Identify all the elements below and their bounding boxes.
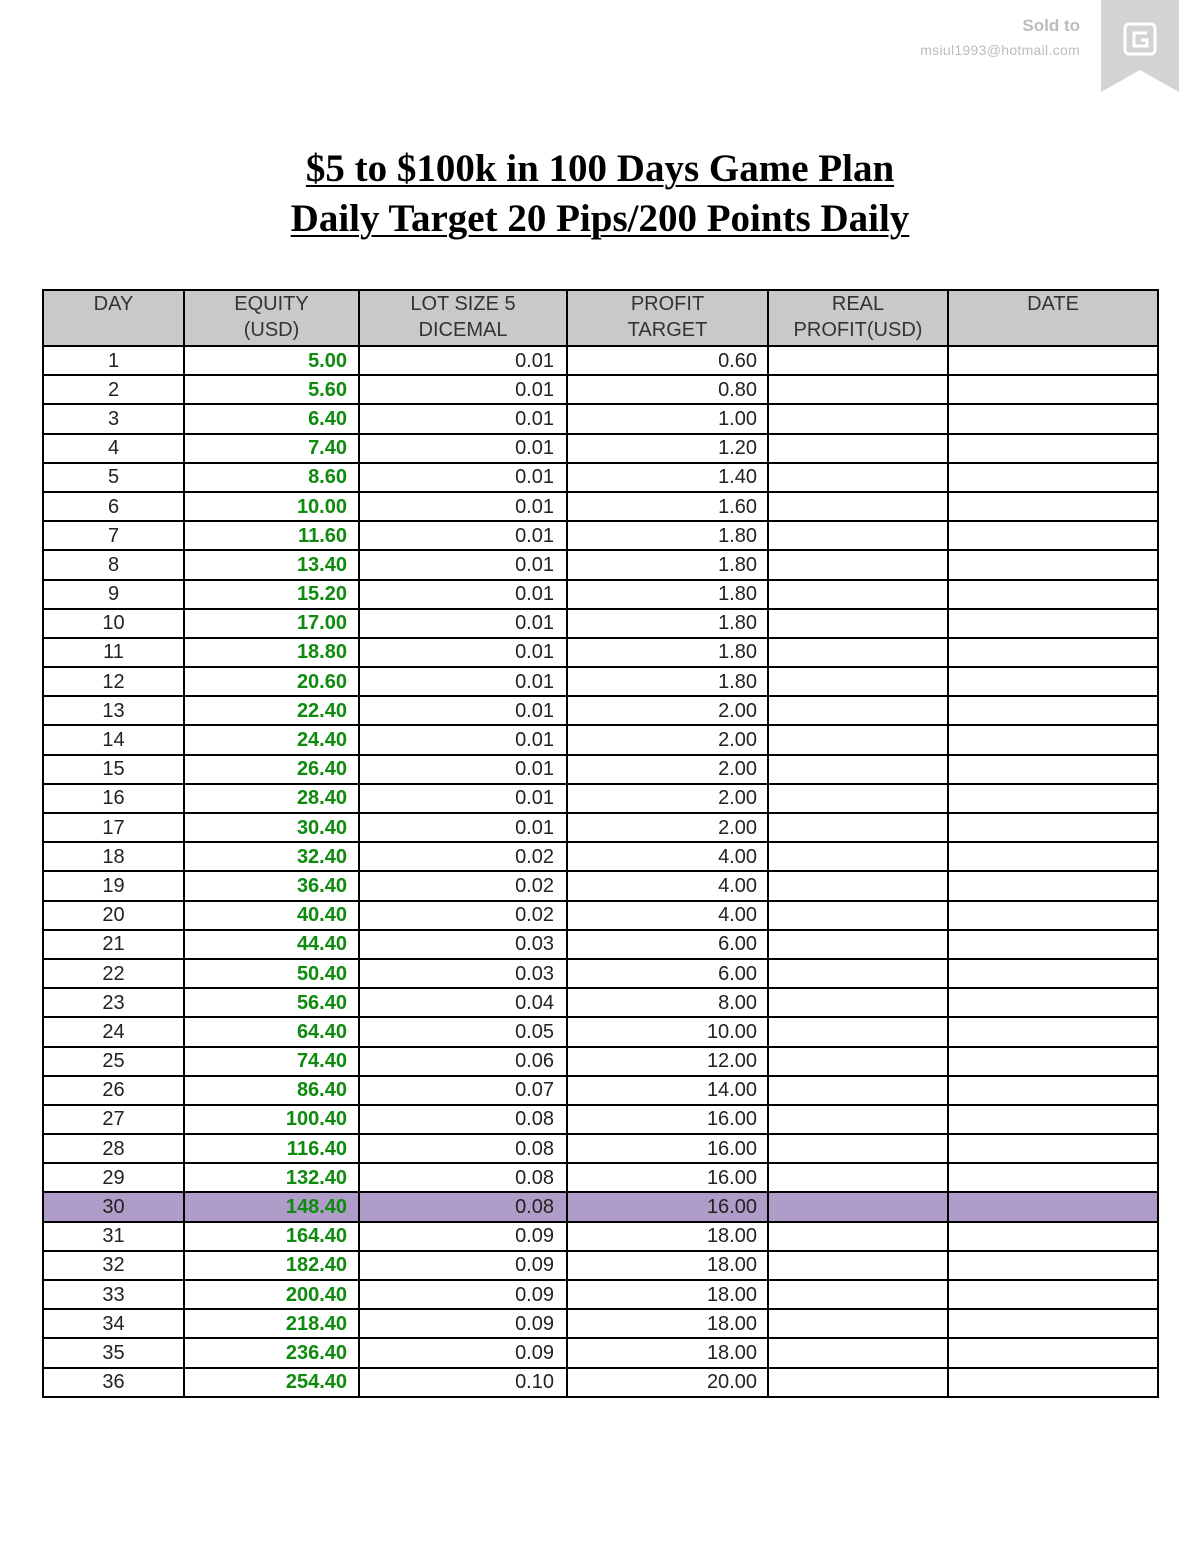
date-cell[interactable] xyxy=(948,725,1158,754)
profit-target-cell: 16.00 xyxy=(567,1105,768,1134)
equity-cell: 36.40 xyxy=(184,871,359,900)
profit-target-cell: 18.00 xyxy=(567,1338,768,1367)
table-row xyxy=(43,404,1158,433)
date-cell[interactable] xyxy=(948,959,1158,988)
table-body xyxy=(43,346,1158,1397)
day-cell: 19 xyxy=(43,871,184,900)
real-profit-cell[interactable] xyxy=(768,784,948,813)
header-lot-size xyxy=(359,290,567,346)
table-row xyxy=(43,1338,1158,1367)
date-cell[interactable] xyxy=(948,1309,1158,1338)
lot-size-cell: 0.02 xyxy=(359,842,567,871)
day-cell: 6 xyxy=(43,492,184,521)
profit-target-cell: 1.40 xyxy=(567,463,768,492)
table-row xyxy=(43,1368,1158,1397)
equity-cell: 5.60 xyxy=(184,375,359,404)
table-row xyxy=(43,434,1158,463)
game-plan-table xyxy=(42,289,1159,1398)
date-cell[interactable] xyxy=(948,1017,1158,1046)
day-cell: 10 xyxy=(43,609,184,638)
header-profit-line1: PROFIT xyxy=(630,293,705,315)
real-profit-cell[interactable] xyxy=(768,346,948,375)
real-profit-cell[interactable] xyxy=(768,813,948,842)
date-cell[interactable] xyxy=(948,463,1158,492)
table-row xyxy=(43,1105,1158,1134)
date-cell[interactable] xyxy=(948,784,1158,813)
equity-cell: 116.40 xyxy=(184,1134,359,1163)
lot-size-cell: 0.01 xyxy=(359,434,567,463)
table-row xyxy=(43,813,1158,842)
real-profit-cell[interactable] xyxy=(768,404,948,433)
equity-cell: 30.40 xyxy=(184,813,359,842)
date-cell[interactable] xyxy=(948,638,1158,667)
profit-target-cell: 6.00 xyxy=(567,959,768,988)
header-equity-line2: (USD) xyxy=(243,319,300,341)
date-cell[interactable] xyxy=(948,375,1158,404)
day-cell: 14 xyxy=(43,725,184,754)
real-profit-cell[interactable] xyxy=(768,434,948,463)
title-line-2: Daily Target 20 Pips/200 Points Daily xyxy=(290,197,910,240)
day-cell: 7 xyxy=(43,521,184,550)
real-profit-cell[interactable] xyxy=(768,1338,948,1367)
g-logo-icon[interactable] xyxy=(1101,0,1179,92)
table-row xyxy=(43,492,1158,521)
table-row xyxy=(43,842,1158,871)
real-profit-cell[interactable] xyxy=(768,609,948,638)
equity-cell: 11.60 xyxy=(184,521,359,550)
equity-cell: 28.40 xyxy=(184,784,359,813)
equity-cell: 100.40 xyxy=(184,1105,359,1134)
day-cell: 22 xyxy=(43,959,184,988)
table-row xyxy=(43,1047,1158,1076)
table-row xyxy=(43,580,1158,609)
day-cell: 24 xyxy=(43,1017,184,1046)
lot-size-cell: 0.02 xyxy=(359,871,567,900)
lot-size-cell: 0.01 xyxy=(359,813,567,842)
real-profit-cell[interactable] xyxy=(768,871,948,900)
equity-cell: 32.40 xyxy=(184,842,359,871)
header-date-line1: DATE xyxy=(1027,293,1079,315)
lot-size-cell: 0.09 xyxy=(359,1338,567,1367)
date-cell[interactable] xyxy=(948,988,1158,1017)
lot-size-cell: 0.09 xyxy=(359,1280,567,1309)
real-profit-cell[interactable] xyxy=(768,1368,948,1397)
real-profit-cell[interactable] xyxy=(768,638,948,667)
date-cell[interactable] xyxy=(948,1076,1158,1105)
header-lot-line2: DICEMAL xyxy=(418,319,508,341)
lot-size-cell: 0.01 xyxy=(359,580,567,609)
lot-size-cell: 0.08 xyxy=(359,1134,567,1163)
lot-size-cell: 0.09 xyxy=(359,1222,567,1251)
lot-size-cell: 0.01 xyxy=(359,784,567,813)
profit-target-cell: 16.00 xyxy=(567,1192,768,1221)
equity-cell: 236.40 xyxy=(184,1338,359,1367)
equity-cell: 6.40 xyxy=(184,404,359,433)
header-profit-line2: TARGET xyxy=(627,319,708,341)
real-profit-cell[interactable] xyxy=(768,375,948,404)
header-equity-line1: EQUITY xyxy=(234,293,309,315)
profit-target-cell: 16.00 xyxy=(567,1134,768,1163)
table-row xyxy=(43,1192,1158,1221)
equity-cell: 218.40 xyxy=(184,1309,359,1338)
lot-size-cell: 0.09 xyxy=(359,1309,567,1338)
real-profit-cell[interactable] xyxy=(768,725,948,754)
profit-target-cell: 18.00 xyxy=(567,1309,768,1338)
lot-size-cell: 0.01 xyxy=(359,550,567,579)
date-cell[interactable] xyxy=(948,1047,1158,1076)
lot-size-cell: 0.01 xyxy=(359,696,567,725)
profit-target-cell: 1.00 xyxy=(567,404,768,433)
header-equity xyxy=(184,290,359,346)
real-profit-cell[interactable] xyxy=(768,1105,948,1134)
title-line-1: $5 to $100k in 100 Days Game Plan xyxy=(305,147,895,190)
profit-target-cell: 2.00 xyxy=(567,813,768,842)
table-row xyxy=(43,988,1158,1017)
lot-size-cell: 0.03 xyxy=(359,959,567,988)
day-cell: 9 xyxy=(43,580,184,609)
day-cell: 12 xyxy=(43,667,184,696)
lot-size-cell: 0.01 xyxy=(359,346,567,375)
page-title xyxy=(0,144,1200,244)
lot-size-cell: 0.01 xyxy=(359,609,567,638)
real-profit-cell[interactable] xyxy=(768,521,948,550)
profit-target-cell: 18.00 xyxy=(567,1251,768,1280)
profit-target-cell: 1.80 xyxy=(567,521,768,550)
real-profit-cell[interactable] xyxy=(768,1222,948,1251)
lot-size-cell: 0.07 xyxy=(359,1076,567,1105)
day-cell: 13 xyxy=(43,696,184,725)
header-day xyxy=(43,290,184,346)
profit-target-cell: 1.80 xyxy=(567,580,768,609)
real-profit-cell[interactable] xyxy=(768,959,948,988)
day-cell: 33 xyxy=(43,1280,184,1309)
table-row xyxy=(43,375,1158,404)
date-cell[interactable] xyxy=(948,404,1158,433)
equity-cell: 18.80 xyxy=(184,638,359,667)
lot-size-cell: 0.10 xyxy=(359,1368,567,1397)
table-row xyxy=(43,1222,1158,1251)
day-cell: 5 xyxy=(43,463,184,492)
sold-to-watermark xyxy=(920,14,1080,62)
profit-target-cell: 0.80 xyxy=(567,375,768,404)
lot-size-cell: 0.03 xyxy=(359,930,567,959)
equity-cell: 182.40 xyxy=(184,1251,359,1280)
table-row xyxy=(43,1076,1158,1105)
profit-target-cell: 1.80 xyxy=(567,667,768,696)
day-cell: 16 xyxy=(43,784,184,813)
real-profit-cell[interactable] xyxy=(768,1251,948,1280)
equity-cell: 15.20 xyxy=(184,580,359,609)
profit-target-cell: 1.80 xyxy=(567,550,768,579)
profit-target-cell: 1.60 xyxy=(567,492,768,521)
equity-cell: 26.40 xyxy=(184,755,359,784)
lot-size-cell: 0.08 xyxy=(359,1192,567,1221)
table-row xyxy=(43,1017,1158,1046)
equity-cell: 10.00 xyxy=(184,492,359,521)
real-profit-cell[interactable] xyxy=(768,1309,948,1338)
equity-cell: 50.40 xyxy=(184,959,359,988)
equity-cell: 148.40 xyxy=(184,1192,359,1221)
profit-target-cell: 1.80 xyxy=(567,609,768,638)
table-row xyxy=(43,463,1158,492)
date-cell[interactable] xyxy=(948,346,1158,375)
sold-to-label: Sold to xyxy=(1022,16,1080,35)
day-cell: 20 xyxy=(43,901,184,930)
profit-target-cell: 6.00 xyxy=(567,930,768,959)
header-real-profit xyxy=(768,290,948,346)
day-cell: 21 xyxy=(43,930,184,959)
real-profit-cell[interactable] xyxy=(768,901,948,930)
equity-cell: 164.40 xyxy=(184,1222,359,1251)
date-cell[interactable] xyxy=(948,871,1158,900)
day-cell: 2 xyxy=(43,375,184,404)
equity-cell: 200.40 xyxy=(184,1280,359,1309)
profit-target-cell: 0.60 xyxy=(567,346,768,375)
table-row xyxy=(43,930,1158,959)
profit-target-cell: 12.00 xyxy=(567,1047,768,1076)
profit-target-cell: 10.00 xyxy=(567,1017,768,1046)
real-profit-cell[interactable] xyxy=(768,696,948,725)
day-cell: 15 xyxy=(43,755,184,784)
table-row xyxy=(43,1309,1158,1338)
date-cell[interactable] xyxy=(948,434,1158,463)
table-row xyxy=(43,346,1158,375)
real-profit-cell[interactable] xyxy=(768,1047,948,1076)
header-date xyxy=(948,290,1158,346)
date-cell[interactable] xyxy=(948,755,1158,784)
table-row xyxy=(43,901,1158,930)
lot-size-cell: 0.09 xyxy=(359,1251,567,1280)
table-row xyxy=(43,1280,1158,1309)
equity-cell: 64.40 xyxy=(184,1017,359,1046)
date-cell[interactable] xyxy=(948,521,1158,550)
equity-cell: 254.40 xyxy=(184,1368,359,1397)
header-lot-line1: LOT SIZE 5 xyxy=(410,293,516,315)
profit-target-cell: 4.00 xyxy=(567,871,768,900)
date-cell[interactable] xyxy=(948,550,1158,579)
equity-cell: 86.40 xyxy=(184,1076,359,1105)
lot-size-cell: 0.01 xyxy=(359,638,567,667)
day-cell: 35 xyxy=(43,1338,184,1367)
table-row xyxy=(43,1251,1158,1280)
date-cell[interactable] xyxy=(948,813,1158,842)
profit-target-cell: 2.00 xyxy=(567,725,768,754)
equity-cell: 132.40 xyxy=(184,1163,359,1192)
profit-target-cell: 8.00 xyxy=(567,988,768,1017)
day-cell: 29 xyxy=(43,1163,184,1192)
day-cell: 27 xyxy=(43,1105,184,1134)
equity-cell: 13.40 xyxy=(184,550,359,579)
table-row xyxy=(43,638,1158,667)
profit-target-cell: 16.00 xyxy=(567,1163,768,1192)
table-row xyxy=(43,725,1158,754)
profit-target-cell: 2.00 xyxy=(567,696,768,725)
lot-size-cell: 0.01 xyxy=(359,404,567,433)
table-row xyxy=(43,550,1158,579)
profit-target-cell: 14.00 xyxy=(567,1076,768,1105)
day-cell: 36 xyxy=(43,1368,184,1397)
equity-cell: 7.40 xyxy=(184,434,359,463)
lot-size-cell: 0.08 xyxy=(359,1105,567,1134)
table-row xyxy=(43,1134,1158,1163)
equity-cell: 5.00 xyxy=(184,346,359,375)
table-row xyxy=(43,871,1158,900)
date-cell[interactable] xyxy=(948,492,1158,521)
lot-size-cell: 0.02 xyxy=(359,901,567,930)
buyer-email: msiul1993@hotmail.com xyxy=(920,42,1080,58)
day-cell: 23 xyxy=(43,988,184,1017)
real-profit-cell[interactable] xyxy=(768,667,948,696)
profit-target-cell: 18.00 xyxy=(567,1280,768,1309)
real-profit-cell[interactable] xyxy=(768,580,948,609)
real-profit-cell[interactable] xyxy=(768,1017,948,1046)
header-real-line1: REAL xyxy=(831,293,885,315)
real-profit-cell[interactable] xyxy=(768,1192,948,1221)
lot-size-cell: 0.06 xyxy=(359,1047,567,1076)
equity-cell: 44.40 xyxy=(184,930,359,959)
profit-target-cell: 18.00 xyxy=(567,1222,768,1251)
table-row xyxy=(43,667,1158,696)
real-profit-cell[interactable] xyxy=(768,930,948,959)
lot-size-cell: 0.01 xyxy=(359,725,567,754)
lot-size-cell: 0.01 xyxy=(359,463,567,492)
equity-cell: 17.00 xyxy=(184,609,359,638)
table-row xyxy=(43,521,1158,550)
profit-target-cell: 4.00 xyxy=(567,901,768,930)
lot-size-cell: 0.01 xyxy=(359,667,567,696)
date-cell[interactable] xyxy=(948,1280,1158,1309)
day-cell: 34 xyxy=(43,1309,184,1338)
table-row xyxy=(43,784,1158,813)
real-profit-cell[interactable] xyxy=(768,463,948,492)
day-cell: 8 xyxy=(43,550,184,579)
equity-cell: 40.40 xyxy=(184,901,359,930)
table-header-row xyxy=(43,290,1158,346)
date-cell[interactable] xyxy=(948,842,1158,871)
table-row xyxy=(43,609,1158,638)
day-cell: 1 xyxy=(43,346,184,375)
profit-target-cell: 4.00 xyxy=(567,842,768,871)
real-profit-cell[interactable] xyxy=(768,842,948,871)
real-profit-cell[interactable] xyxy=(768,1076,948,1105)
date-cell[interactable] xyxy=(948,1338,1158,1367)
lot-size-cell: 0.05 xyxy=(359,1017,567,1046)
equity-cell: 56.40 xyxy=(184,988,359,1017)
day-cell: 11 xyxy=(43,638,184,667)
equity-cell: 8.60 xyxy=(184,463,359,492)
day-cell: 18 xyxy=(43,842,184,871)
date-cell[interactable] xyxy=(948,1134,1158,1163)
profit-target-cell: 1.80 xyxy=(567,638,768,667)
date-cell[interactable] xyxy=(948,1192,1158,1221)
date-cell[interactable] xyxy=(948,1222,1158,1251)
real-profit-cell[interactable] xyxy=(768,755,948,784)
day-cell: 4 xyxy=(43,434,184,463)
lot-size-cell: 0.01 xyxy=(359,492,567,521)
header-day-line1: DAY xyxy=(93,293,134,315)
real-profit-cell[interactable] xyxy=(768,1280,948,1309)
table-row xyxy=(43,959,1158,988)
equity-cell: 74.40 xyxy=(184,1047,359,1076)
profit-target-cell: 2.00 xyxy=(567,784,768,813)
date-cell[interactable] xyxy=(948,580,1158,609)
day-cell: 30 xyxy=(43,1192,184,1221)
date-cell[interactable] xyxy=(948,667,1158,696)
date-cell[interactable] xyxy=(948,930,1158,959)
real-profit-cell[interactable] xyxy=(768,550,948,579)
table-row xyxy=(43,696,1158,725)
date-cell[interactable] xyxy=(948,1163,1158,1192)
lot-size-cell: 0.01 xyxy=(359,375,567,404)
date-cell[interactable] xyxy=(948,609,1158,638)
date-cell[interactable] xyxy=(948,1251,1158,1280)
lot-size-cell: 0.04 xyxy=(359,988,567,1017)
profit-target-cell: 2.00 xyxy=(567,755,768,784)
real-profit-cell[interactable] xyxy=(768,1163,948,1192)
day-cell: 31 xyxy=(43,1222,184,1251)
date-cell[interactable] xyxy=(948,696,1158,725)
day-cell: 25 xyxy=(43,1047,184,1076)
day-cell: 3 xyxy=(43,404,184,433)
date-cell[interactable] xyxy=(948,901,1158,930)
day-cell: 26 xyxy=(43,1076,184,1105)
real-profit-cell[interactable] xyxy=(768,492,948,521)
date-cell[interactable] xyxy=(948,1368,1158,1397)
date-cell[interactable] xyxy=(948,1105,1158,1134)
equity-cell: 24.40 xyxy=(184,725,359,754)
day-cell: 17 xyxy=(43,813,184,842)
lot-size-cell: 0.08 xyxy=(359,1163,567,1192)
lot-size-cell: 0.01 xyxy=(359,521,567,550)
header-real-line2: PROFIT(USD) xyxy=(793,319,923,341)
day-cell: 28 xyxy=(43,1134,184,1163)
profit-target-cell: 1.20 xyxy=(567,434,768,463)
day-cell: 32 xyxy=(43,1251,184,1280)
real-profit-cell[interactable] xyxy=(768,988,948,1017)
equity-cell: 22.40 xyxy=(184,696,359,725)
real-profit-cell[interactable] xyxy=(768,1134,948,1163)
table-row xyxy=(43,755,1158,784)
header-profit-target xyxy=(567,290,768,346)
lot-size-cell: 0.01 xyxy=(359,755,567,784)
table-row xyxy=(43,1163,1158,1192)
profit-target-cell: 20.00 xyxy=(567,1368,768,1397)
equity-cell: 20.60 xyxy=(184,667,359,696)
